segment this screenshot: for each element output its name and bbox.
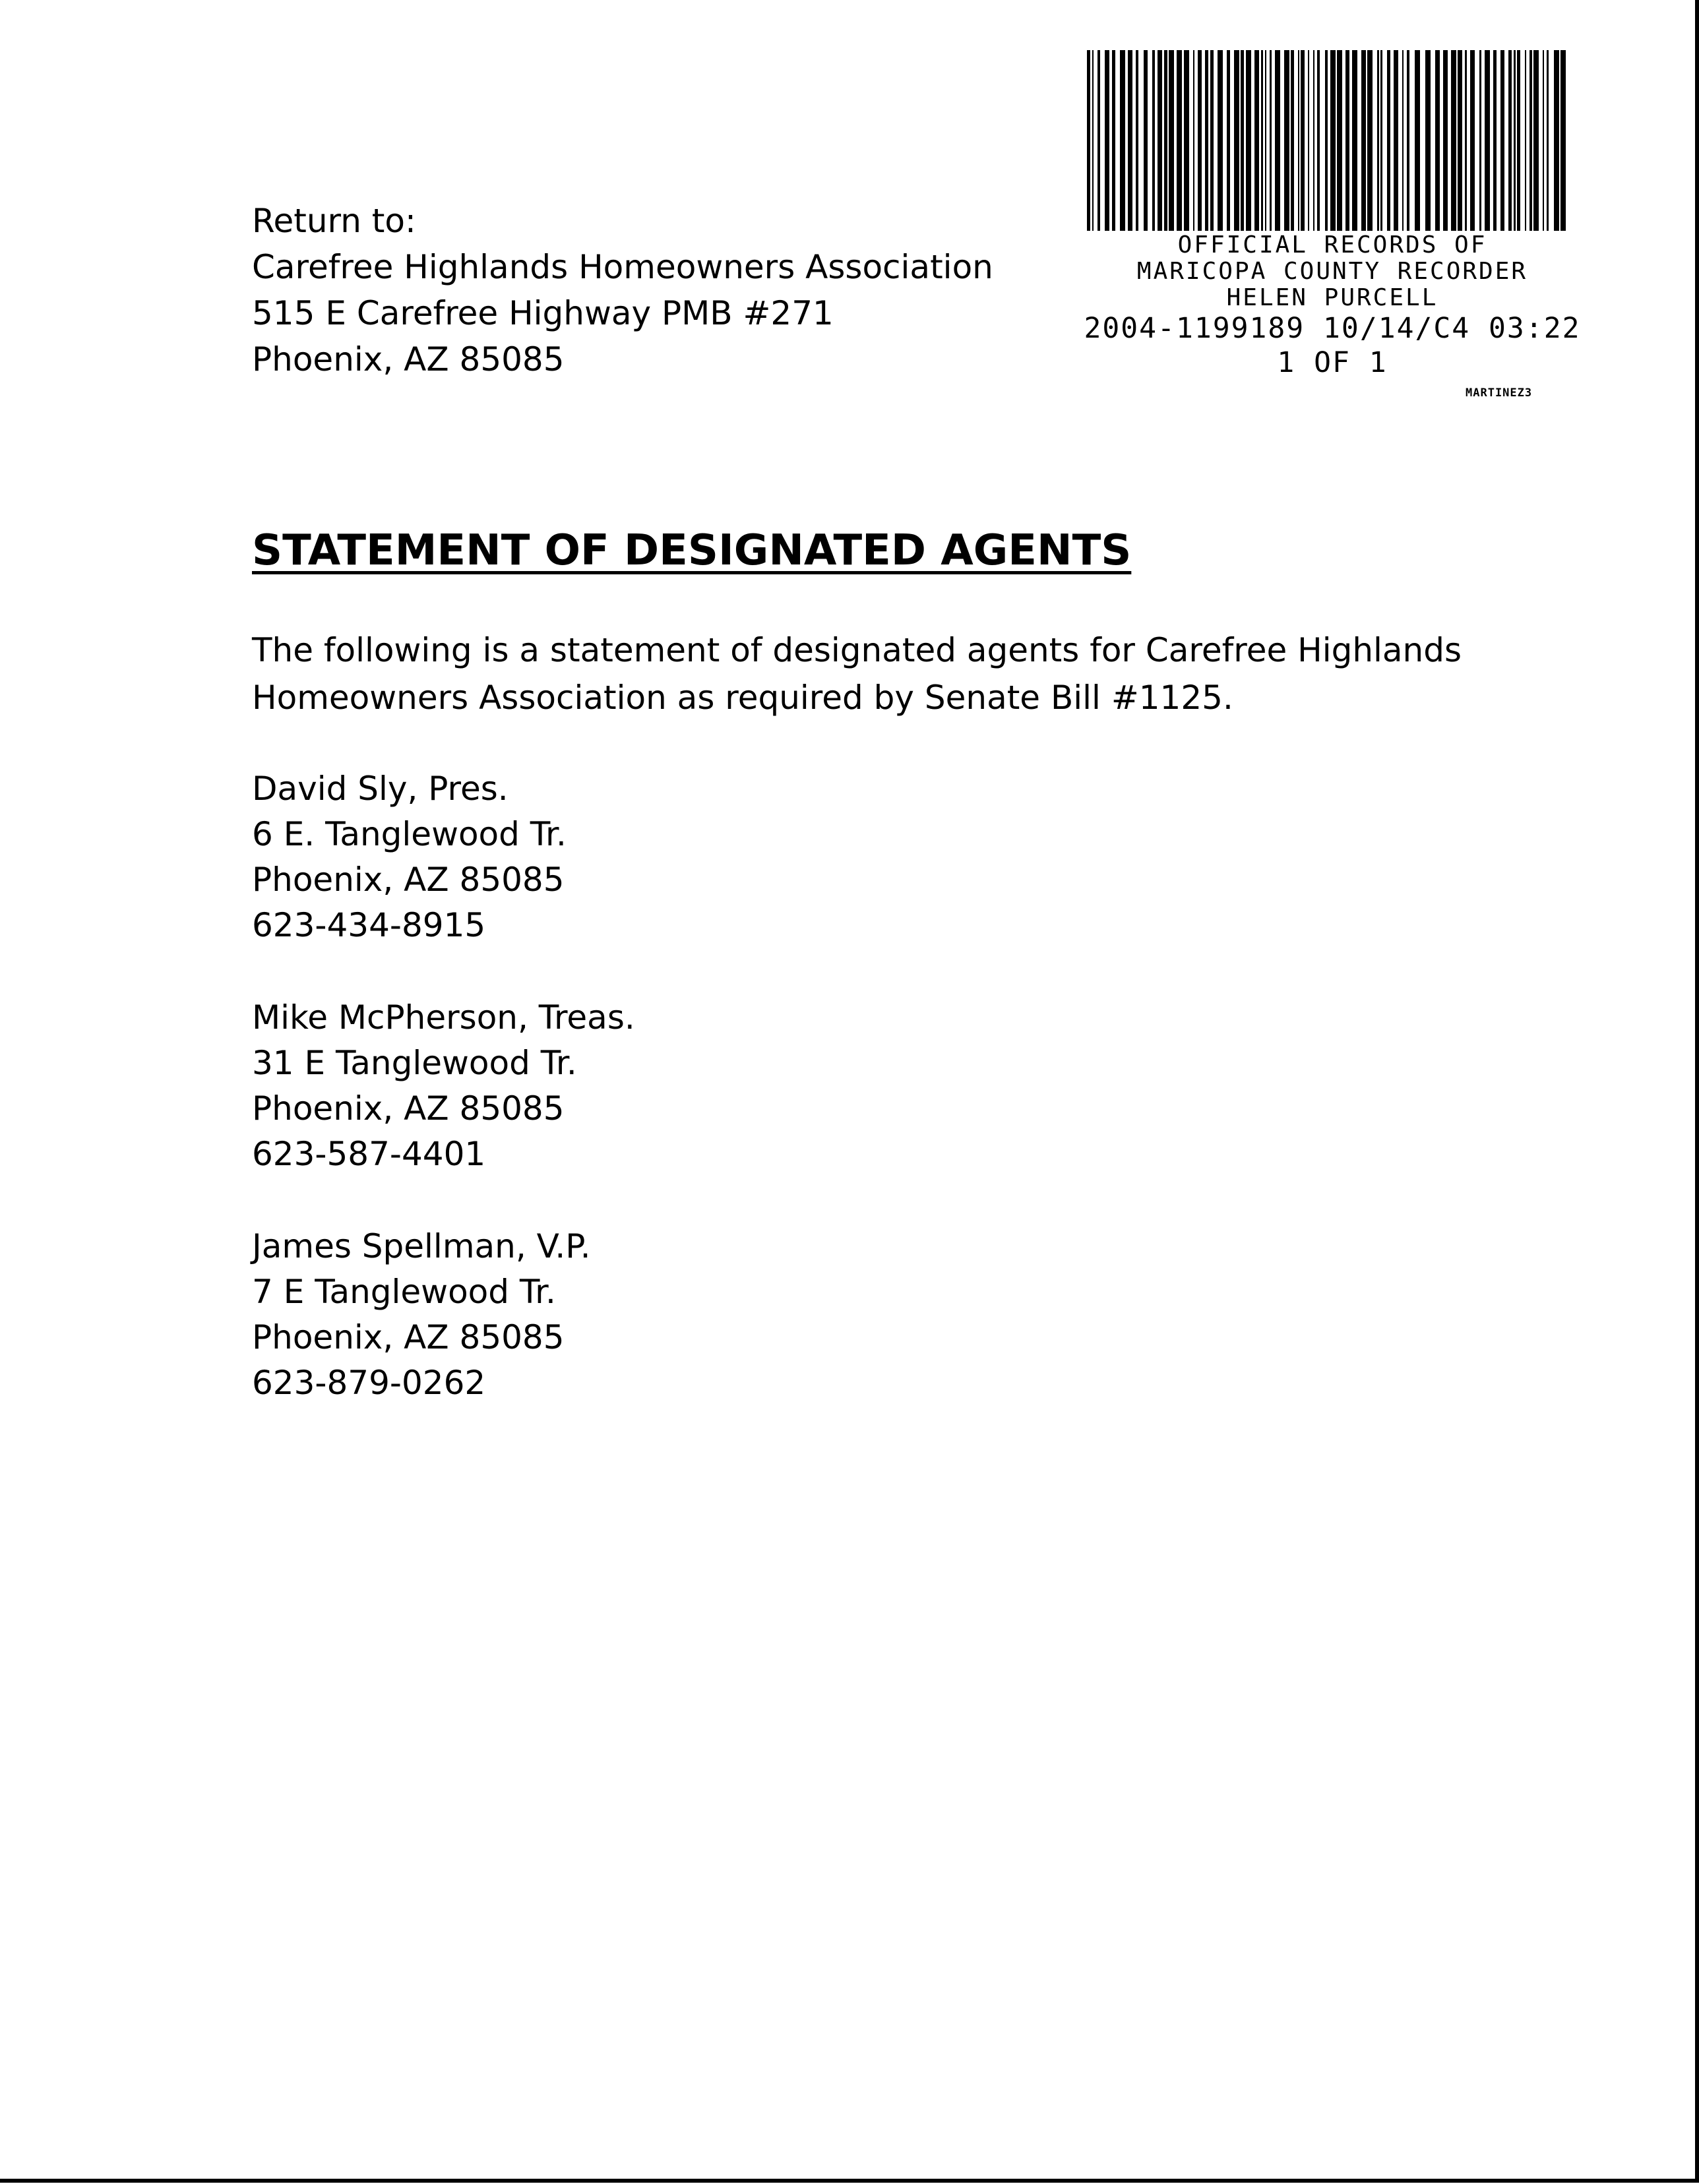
return-to-label: Return to: <box>252 202 416 240</box>
agent-city-state-zip: Phoenix, AZ 85085 <box>252 1318 565 1356</box>
barcode-bar <box>1394 50 1398 231</box>
barcode-bar <box>1543 50 1544 231</box>
barcode-bar <box>1265 50 1266 231</box>
barcode-bar <box>1177 50 1182 231</box>
barcode-bar <box>1246 50 1251 231</box>
barcode-bar <box>1470 50 1475 231</box>
agent-phone: 623-587-4401 <box>252 1135 486 1173</box>
barcode-bar <box>1169 50 1174 231</box>
return-address-block <box>252 198 993 382</box>
agent-address: 7 E Tanglewood Tr. <box>252 1273 556 1311</box>
intro-line-2: Homeowners Association as required by Senate Bill #1125. <box>252 679 1233 717</box>
agent-address: 31 E Tanglewood Tr. <box>252 1044 577 1082</box>
barcode-bar <box>1380 50 1382 231</box>
barcode-bar <box>1407 50 1409 231</box>
return-street-address: 515 E Carefree Highway PMB #271 <box>252 294 834 332</box>
barcode-bar <box>1547 50 1549 231</box>
agent-name: James Spellman, V.P. <box>252 1227 591 1265</box>
barcode-bar <box>1270 50 1272 231</box>
barcode-bar <box>1415 50 1420 231</box>
barcode-bar <box>1205 50 1208 231</box>
stamp-record-number: 2004-1199189 10/14/C4 03:22 <box>1084 312 1581 345</box>
barcode-bar <box>1508 50 1512 231</box>
barcode-bar <box>1425 50 1431 231</box>
barcode-bar <box>1500 50 1504 231</box>
barcode-bar <box>1254 50 1259 231</box>
barcode-bar <box>1275 50 1280 231</box>
barcode-bar <box>1443 50 1448 231</box>
barcode-bar <box>1261 50 1263 231</box>
agent-city-state-zip: Phoenix, AZ 85085 <box>252 1089 565 1128</box>
barcode-bar <box>1112 50 1115 231</box>
barcode-bar <box>1097 50 1100 231</box>
agent-city-state-zip: Phoenix, AZ 85085 <box>252 861 565 899</box>
return-city-state-zip: Phoenix, AZ 85085 <box>252 340 565 379</box>
return-organization: Carefree Highlands Homeowners Association <box>252 248 993 286</box>
barcode-bar <box>1517 50 1520 231</box>
barcode-bar <box>1284 50 1289 231</box>
barcode-bar <box>1298 50 1299 231</box>
barcode-bar <box>1367 50 1373 231</box>
barcode-bar <box>1210 50 1214 231</box>
barcode-bar <box>1136 50 1138 231</box>
barcode-bar <box>1193 50 1194 231</box>
barcode-bar <box>1525 50 1526 231</box>
barcode-bar <box>1402 50 1404 231</box>
agent-entry <box>252 766 635 948</box>
barcode-bar <box>1514 50 1516 231</box>
agent-entry <box>252 1224 635 1406</box>
barcode-bar <box>1120 50 1125 231</box>
agent-phone: 623-434-8915 <box>252 906 486 944</box>
barcode-bar <box>1308 50 1309 231</box>
barcode-bar <box>1105 50 1109 231</box>
stamp-page-count: 1 OF 1 <box>1277 346 1388 379</box>
barcode-bar <box>1092 50 1094 231</box>
barcode-bar <box>1529 50 1532 231</box>
barcode-bar <box>1325 50 1328 231</box>
barcode-bar <box>1352 50 1357 231</box>
agent-entry <box>252 995 635 1177</box>
intro-paragraph <box>252 626 1505 721</box>
barcode-bar <box>1158 50 1162 231</box>
barcode-bar <box>1479 50 1481 231</box>
barcode-bar <box>1218 50 1223 231</box>
agent-name: David Sly, Pres. <box>252 770 509 808</box>
agent-address: 6 E. Tanglewood Tr. <box>252 815 567 853</box>
barcode-bar <box>1241 50 1244 231</box>
barcode-bar <box>1377 50 1379 231</box>
agent-name: Mike McPherson, Treas. <box>252 998 635 1037</box>
barcode-bar <box>1227 50 1230 231</box>
intro-line-1: The following is a statement of designated agents for Carefree Highlands <box>252 631 1462 669</box>
barcode-bar <box>1317 50 1320 231</box>
stamp-clerk-id: MARTINEZ3 <box>1466 386 1533 400</box>
barcode-bar <box>1291 50 1294 231</box>
barcode-bar <box>1164 50 1167 231</box>
barcode-bar <box>1144 50 1148 231</box>
barcode-bar <box>1485 50 1490 231</box>
barcode-bar <box>1435 50 1440 231</box>
barcode-bar <box>1313 50 1314 231</box>
stamp-official-records: OFFICIAL RECORDS OF <box>1177 231 1487 258</box>
stamp-recorder-name: HELEN PURCELL <box>1226 284 1438 311</box>
agents-list <box>252 766 635 1453</box>
barcode-bar <box>1198 50 1202 231</box>
barcode-bar <box>1337 50 1342 231</box>
barcode-bar <box>1152 50 1155 231</box>
document-title: STATEMENT OF DESIGNATED AGENTS <box>252 526 1132 575</box>
barcode-bar <box>1301 50 1305 231</box>
barcode-bar <box>1493 50 1497 231</box>
recording-barcode <box>1087 50 1570 231</box>
recording-stamp <box>1055 232 1609 380</box>
barcode-bar <box>1330 50 1336 231</box>
barcode-bar <box>1345 50 1349 231</box>
stamp-county-recorder: MARICOPA COUNTY RECORDER <box>1136 258 1528 285</box>
barcode-bar <box>1087 50 1090 231</box>
barcode-bar <box>1234 50 1239 231</box>
barcode-bar <box>1387 50 1390 231</box>
agent-phone: 623-879-0262 <box>252 1364 486 1402</box>
barcode-bar <box>1560 50 1566 231</box>
barcode-bar <box>1128 50 1132 231</box>
barcode-bar <box>1458 50 1462 231</box>
barcode-bar <box>1465 50 1467 231</box>
barcode-bar <box>1451 50 1456 231</box>
barcode-bar <box>1533 50 1539 231</box>
barcode-bar <box>1361 50 1366 231</box>
barcode-bar <box>1184 50 1189 231</box>
barcode-bar <box>1554 50 1559 231</box>
